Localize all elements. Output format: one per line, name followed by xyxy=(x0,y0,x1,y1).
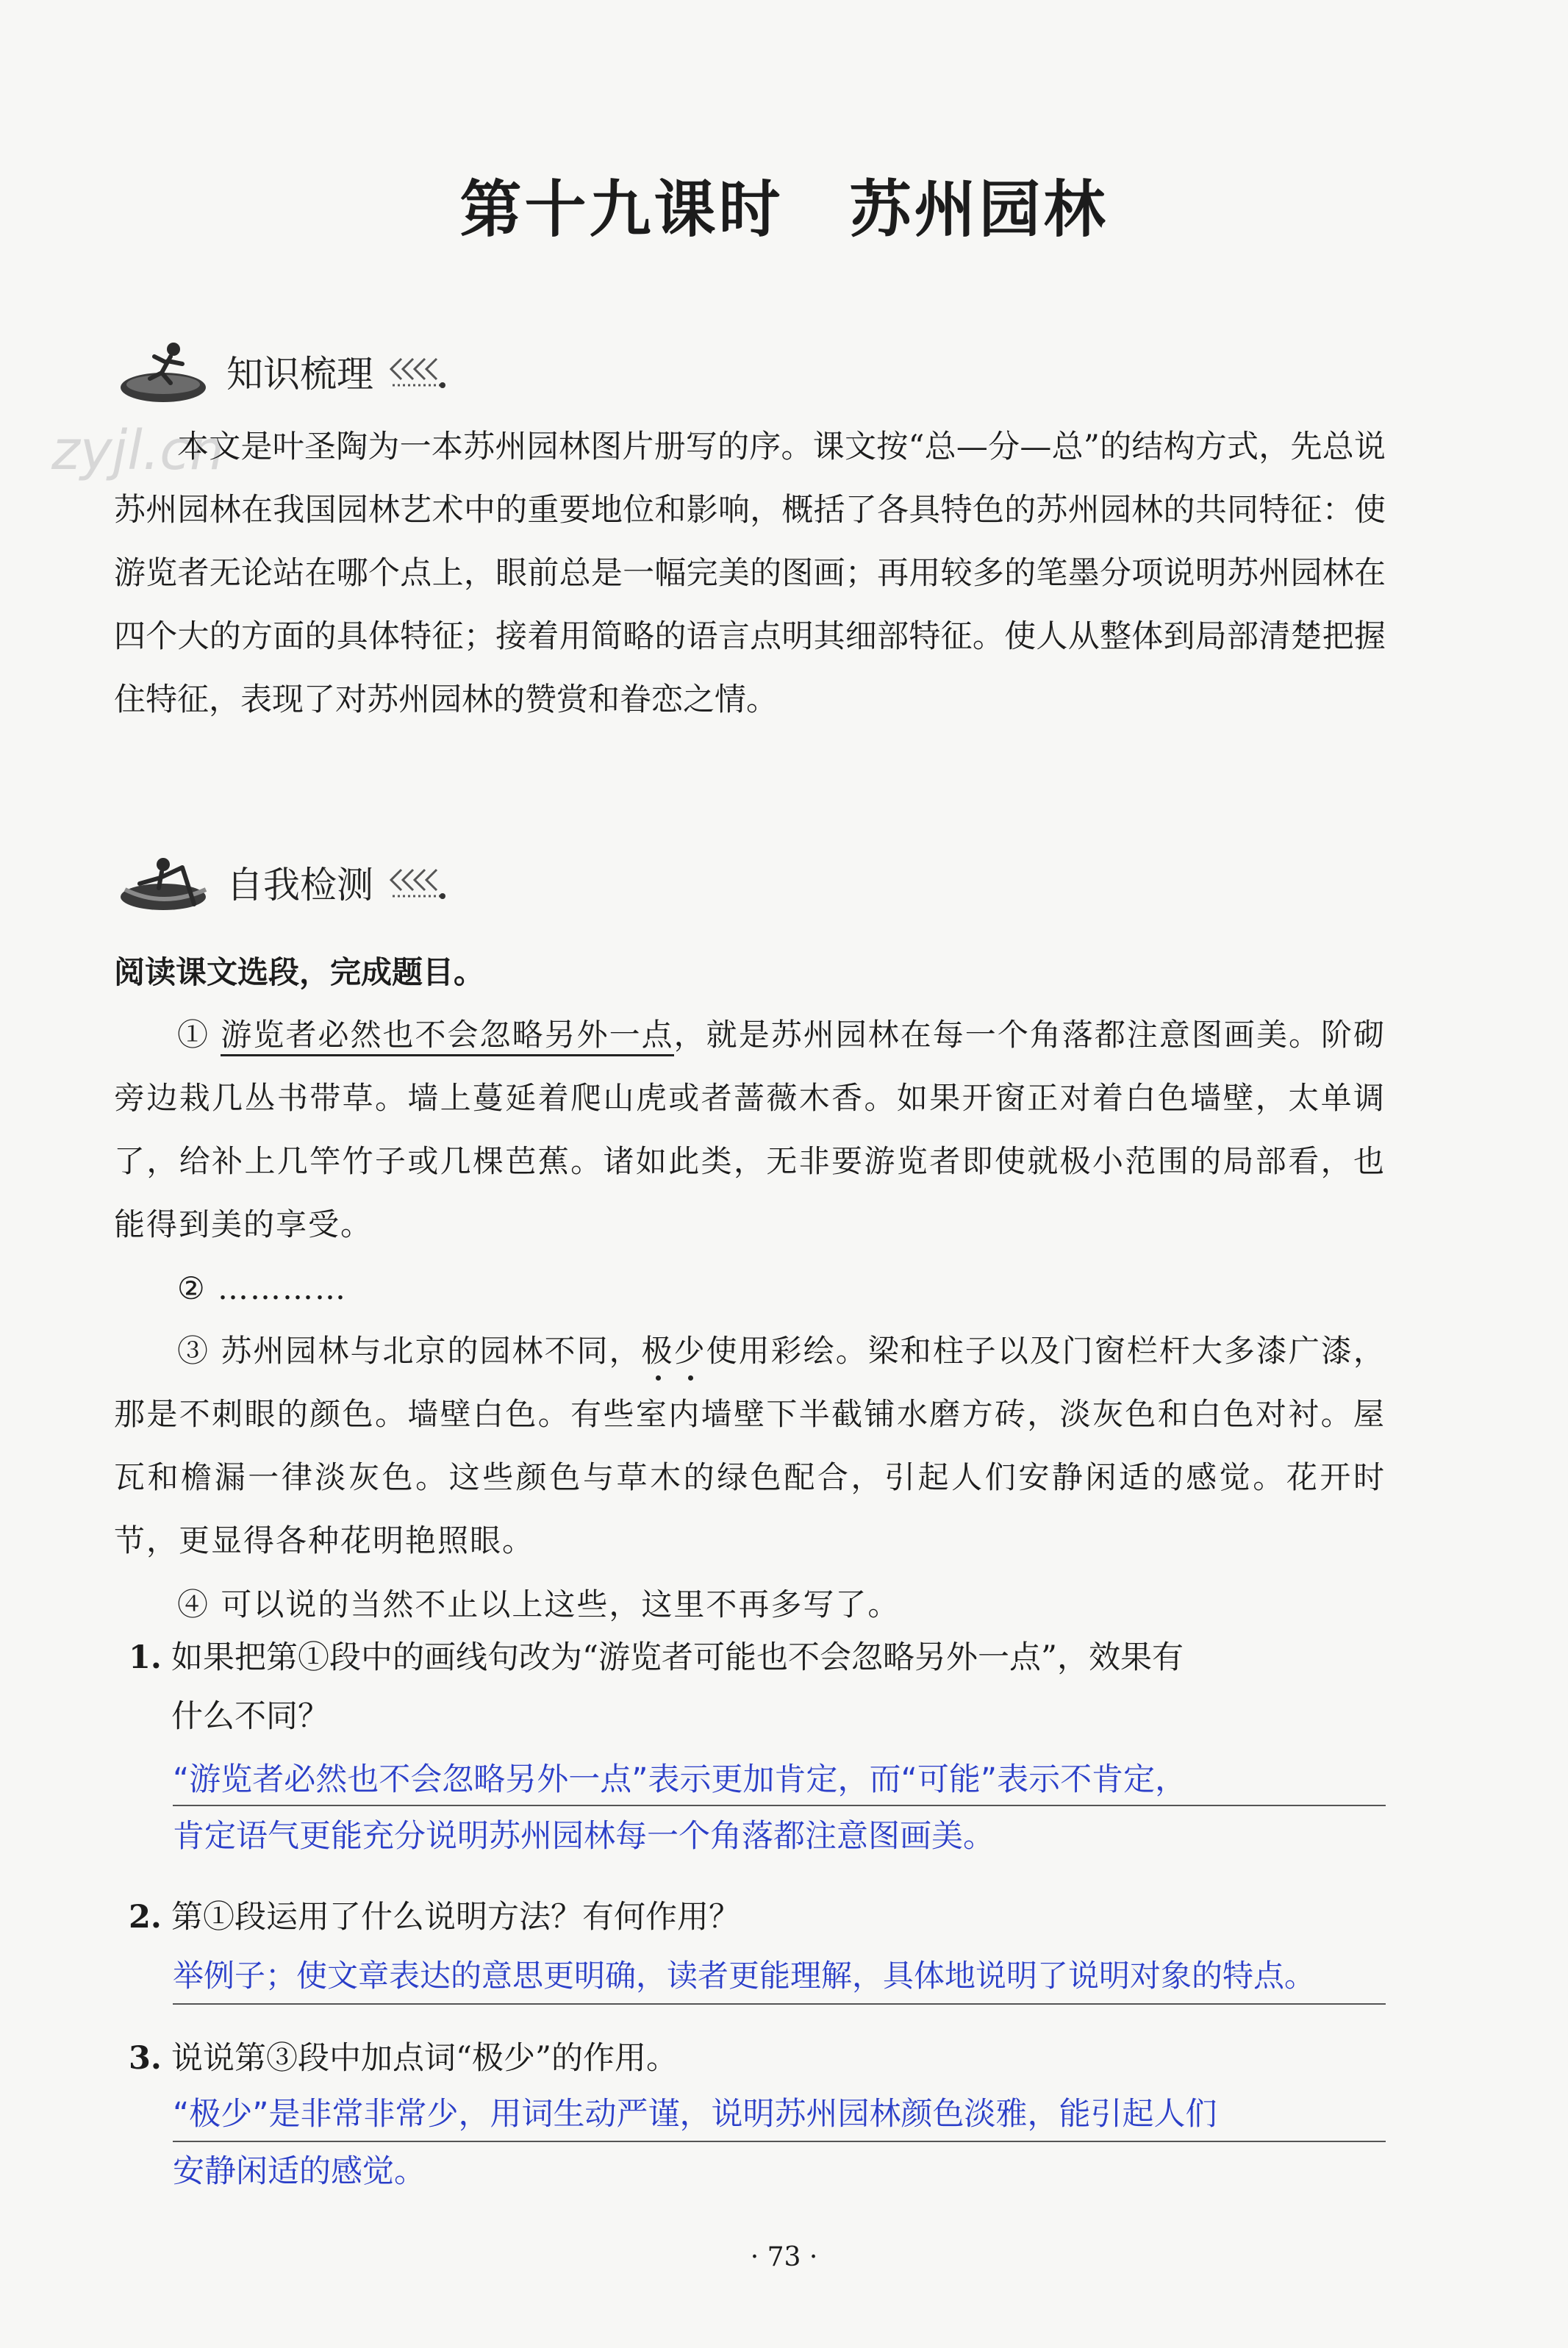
question-2 xyxy=(129,1888,1393,1947)
question-text: 第①段运用了什么说明方法？有何作用？ xyxy=(171,1899,740,1936)
title-topic: 苏州园林 xyxy=(849,173,1109,246)
emphasis-dot-char: 极 xyxy=(641,1333,674,1369)
title-lesson: 第十九课时 xyxy=(459,173,784,246)
question-text: 什么不同？ xyxy=(171,1698,329,1735)
reading-paragraph-3 xyxy=(114,1320,1386,1572)
reading-paragraph-1 xyxy=(114,1003,1386,1256)
instruction: 阅读课文选段，完成题目。 xyxy=(114,954,485,990)
rower-icon xyxy=(118,845,213,919)
section-header-knowledge xyxy=(118,331,445,412)
question-number: 1. xyxy=(129,1639,162,1676)
answer-rule xyxy=(173,2003,1386,2005)
section-label: 知识梳理 xyxy=(226,353,373,395)
question-number: 3. xyxy=(129,2040,162,2077)
emphasis-dot-char: 少 xyxy=(673,1333,706,1369)
section-label: 自我检测 xyxy=(226,864,373,906)
paragraph-text: ④ 可以说的当然不止以上这些，这里不再多写了。 xyxy=(177,1586,901,1622)
answer-text: 安静闲适的感觉。 xyxy=(173,2153,426,2190)
intro-paragraph: 本文是叶圣陶为一本苏州园林图片册写的序。课文按“总—分—总”的结构方式，先总说苏州园林在我国园林艺术中的重要地位和影响，概括了各具特色的苏州园林的共同特征：使游览者无论站在哪个点上，眼前总是一幅完美的图画；再用较多的笔墨分项说明苏州园林在四个大的方面的具体特征；接着用简略的语言点明其细部特征。使人从整体到局部清楚把握住特征，表现了对苏州园林的赞赏和眷恋之情。 xyxy=(114,429,1386,718)
reading-paragraph-4 xyxy=(114,1573,1386,1636)
answer-rule xyxy=(173,1805,1386,1806)
answer-text: “游览者必然也不会忽略另外一点”表示更加肯定，而“可能”表示不肯定， xyxy=(173,1761,1187,1798)
question-1 xyxy=(129,1628,1393,1746)
page-title xyxy=(0,160,1568,249)
answer-text: 肯定语气更能充分说明苏州园林每一个角落都注意图画美。 xyxy=(173,1818,995,1855)
question-text: 说说第③段中加点词“极少”的作用。 xyxy=(171,2040,678,2077)
question-text: 如果把第①段中的画线句改为“游览者可能也不会忽略另外一点”，效果有 xyxy=(171,1639,1184,1676)
answer-text: 举例子；使文章表达的意思更明确，读者更能理解，具体地说明了说明对象的特点。 xyxy=(173,1958,1316,1994)
chevron-left-icon xyxy=(387,864,445,901)
question-number: 2. xyxy=(129,1899,162,1936)
paragraph-text: 使用彩绘。梁和柱子以及门窗栏杆大多漆广漆，那是不刺眼的颜色。墙壁白色。有些室内墙壁下半截铺水磨方砖，淡灰色和白色对衬。屋瓦和檐漏一律淡灰色。这些颜色与草木的绿色配合，引起人们安静闲适的感觉。花开时节，更显得各种花明艳照眼。 xyxy=(114,1333,1386,1558)
section-header-selftest xyxy=(118,842,445,923)
ellipsis-paragraph: ② ………… xyxy=(177,1270,348,1306)
reading-paragraph-2 xyxy=(114,1257,1386,1320)
runner-icon xyxy=(118,334,213,408)
chevron-left-icon xyxy=(387,353,445,390)
answer-text: “极少”是非常非常少，用词生动严谨，说明苏州园林颜色淡雅，能引起人们 xyxy=(173,2096,1217,2133)
paragraph-marker: ③ xyxy=(177,1333,210,1369)
paragraph-marker: ① xyxy=(177,1017,210,1053)
paragraph-text: 苏州园林与北京的园林不同， xyxy=(221,1333,642,1369)
paragraph-text: ，就是苏州园林在每一个角落都注意图画美。阶砌旁边栽几丛书带草。墙上蔓延着爬山虎或者蔷薇木香。如果开窗正对着白色墙壁，太单调了，给补上几竿竹子或几棵芭蕉。诸如此类，无非要游览者即使就极小范围的局部看，也能得到美的享受。 xyxy=(114,1017,1386,1242)
question-3 xyxy=(129,2029,1393,2088)
page-number: · 73 · xyxy=(750,2242,818,2272)
watermark: zyjl.cn xyxy=(51,419,224,482)
underlined-sentence: 游览者必然也不会忽略另外一点 xyxy=(221,1017,673,1056)
answer-rule xyxy=(173,2141,1386,2142)
